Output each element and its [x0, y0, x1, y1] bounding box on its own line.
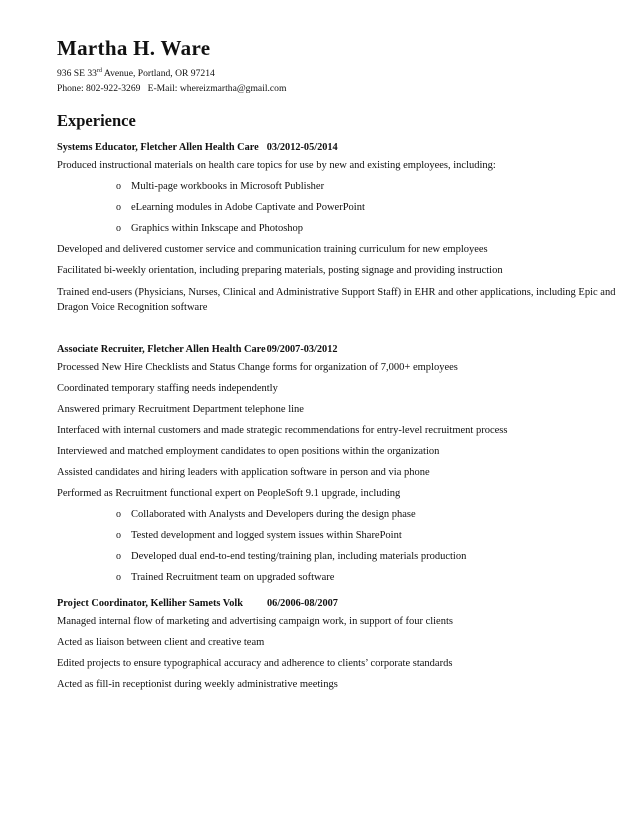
bullet-text: eLearning modules in Adobe Captivate and PowerPoint	[131, 202, 365, 213]
job-heading	[57, 141, 617, 155]
job-dates: 06/2006-08/2007	[267, 597, 338, 609]
resume-page	[57, 34, 617, 691]
job-duty: Assisted candidates and hiring leaders with application software in person and via phone	[57, 467, 430, 478]
bullet-text: Tested development and logged system issues within SharePoint	[131, 530, 402, 541]
list-item	[57, 550, 617, 564]
list-item	[57, 508, 617, 522]
job-duty: Performed as Recruitment functional expert on PeopleSoft 9.1 upgrade, including	[57, 488, 401, 499]
job-duty: Interviewed and matched employment candidates to open positions within the organization	[57, 446, 440, 457]
job-duty: Coordinated temporary staffing needs independently	[57, 383, 278, 394]
address-city: Avenue, Portland, OR 97214	[101, 68, 215, 79]
bullet-text: Multi-page workbooks in Microsoft Publisher	[131, 181, 325, 192]
bullet-marker: o	[116, 509, 121, 520]
job-duty: Edited projects to ensure typographical accuracy and adherence to clients’ corporate standards	[57, 657, 453, 669]
job-title: Project Coordinator, Kelliher Samets Volk	[57, 597, 244, 609]
list-item	[57, 529, 617, 543]
list-item	[57, 222, 617, 236]
bullet-marker: o	[116, 572, 121, 583]
job-duty: Answered primary Recruitment Department telephone line	[57, 404, 304, 415]
job-entry	[57, 343, 617, 585]
job-heading	[57, 597, 617, 611]
list-item	[57, 571, 617, 585]
address-ordinal: rd	[96, 67, 102, 74]
job-title: Systems Educator, Fletcher Allen Health Care	[57, 142, 259, 153]
section-title-experience: Experience	[57, 111, 136, 130]
address-line	[57, 66, 617, 81]
job-bullet-list	[57, 508, 617, 585]
phone-email-line: Phone: 802-922-3269 E-Mail: whereizmartha@gmail.com	[57, 83, 287, 94]
job-heading	[57, 343, 617, 357]
job-entry	[57, 141, 617, 315]
bullet-text: Trained Recruitment team on upgraded software	[131, 572, 335, 583]
list-item	[57, 201, 617, 215]
job-entry	[57, 597, 617, 692]
list-item	[57, 180, 617, 194]
bullet-marker: o	[116, 202, 121, 213]
address-street: 936 SE 33	[57, 68, 97, 79]
job-duty: Trained end-users (Physicians, Nurses, Clinical and Administrative Support Staff) in EHR and other applications, including Epic and Dragon Voice Recognition software	[57, 287, 616, 313]
bullet-marker: o	[116, 530, 121, 541]
job-duty: Facilitated bi-weekly orientation, including preparing materials, posting signage and providing instruction	[57, 265, 503, 276]
bullet-text: Graphics within Inkscape and Photoshop	[131, 223, 304, 234]
job-duty: Interfaced with internal customers and made strategic recommendations for entry-level recruitment process	[57, 425, 508, 436]
job-intro: Produced instructional materials on health care topics for use by new and existing employees, including:	[57, 160, 496, 171]
bullet-marker: o	[116, 181, 121, 192]
job-bullet-list	[57, 180, 617, 236]
bullet-marker: o	[116, 551, 121, 562]
job-duty: Acted as liaison between client and creative team	[57, 636, 265, 648]
job-dates: 09/2007-03/2012	[266, 344, 338, 355]
candidate-name: Martha H. Ware	[57, 36, 211, 60]
job-title: Associate Recruiter, Fletcher Allen Health Care	[57, 344, 266, 355]
job-duty: Developed and delivered customer service and communication training curriculum for new employees	[57, 244, 488, 255]
job-duty: Acted as fill-in receptionist during weekly administrative meetings	[57, 678, 338, 690]
job-duty: Processed New Hire Checklists and Status Change forms for organization of 7,000+ employees	[57, 362, 458, 373]
bullet-marker: o	[116, 223, 121, 234]
contact-block	[57, 66, 617, 96]
bullet-text: Collaborated with Analysts and Developers during the design phase	[131, 509, 416, 520]
bullet-text: Developed dual end-to-end testing/training plan, including materials production	[131, 551, 467, 562]
job-duty: Managed internal flow of marketing and advertising campaign work, in support of four clients	[57, 615, 453, 627]
job-dates: 03/2012-05/2014	[266, 142, 338, 153]
